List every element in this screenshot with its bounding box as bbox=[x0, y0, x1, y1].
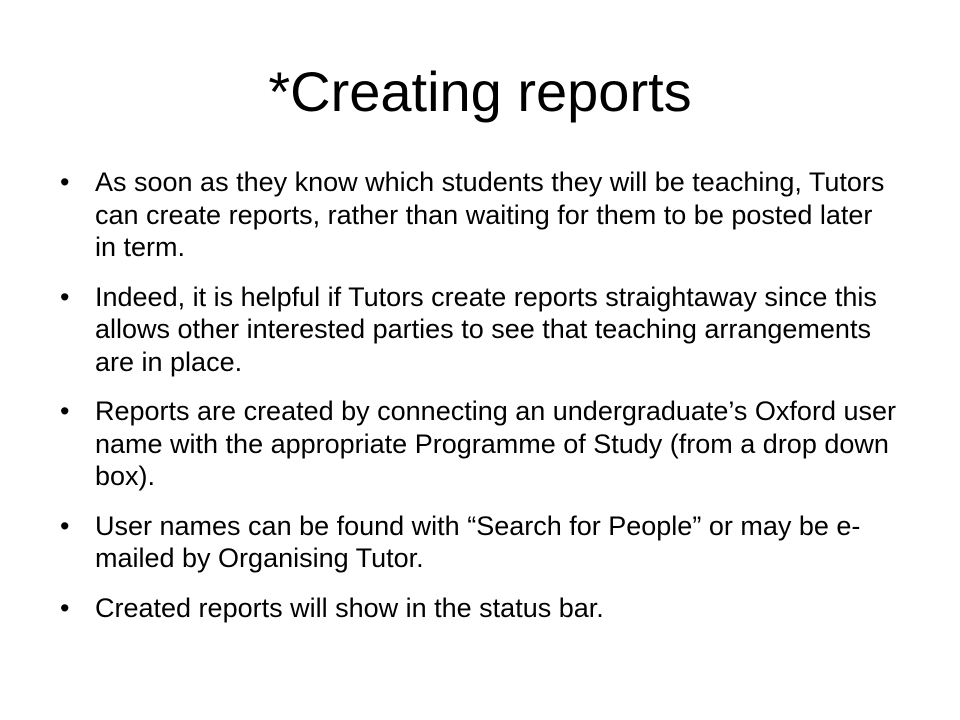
bullet-icon: • bbox=[60, 396, 70, 426]
bullet-item bbox=[60, 281, 900, 379]
bullet-text: Reports are created by connecting an undergraduate’s Oxford user name with the appropriate Programme of Study (from a drop down box). bbox=[95, 396, 896, 491]
bullet-icon: • bbox=[60, 281, 70, 312]
bullet-text: User names can be found with “Search for People” or may be e-mailed by Organising Tutor. bbox=[95, 510, 861, 573]
bullet-item bbox=[60, 395, 900, 493]
bullet-list bbox=[60, 166, 900, 641]
bullet-item bbox=[60, 592, 900, 625]
bullet-icon: • bbox=[60, 167, 70, 197]
bullet-icon: • bbox=[60, 510, 70, 541]
bullet-item bbox=[60, 166, 900, 264]
bullet-icon: • bbox=[60, 592, 70, 623]
bullet-text: Created reports will show in the status bar. bbox=[95, 592, 604, 623]
slide-title: *Creating reports bbox=[268, 60, 692, 123]
bullet-text: Indeed, it is helpful if Tutors create reports straightaway since this allows other interested parties to see that teaching arrangements are in place. bbox=[95, 281, 877, 377]
bullet-item bbox=[60, 510, 900, 575]
bullet-text: As soon as they know which students they will be teaching, Tutors can create reports, rather than waiting for them to be posted later in term. bbox=[95, 167, 885, 262]
